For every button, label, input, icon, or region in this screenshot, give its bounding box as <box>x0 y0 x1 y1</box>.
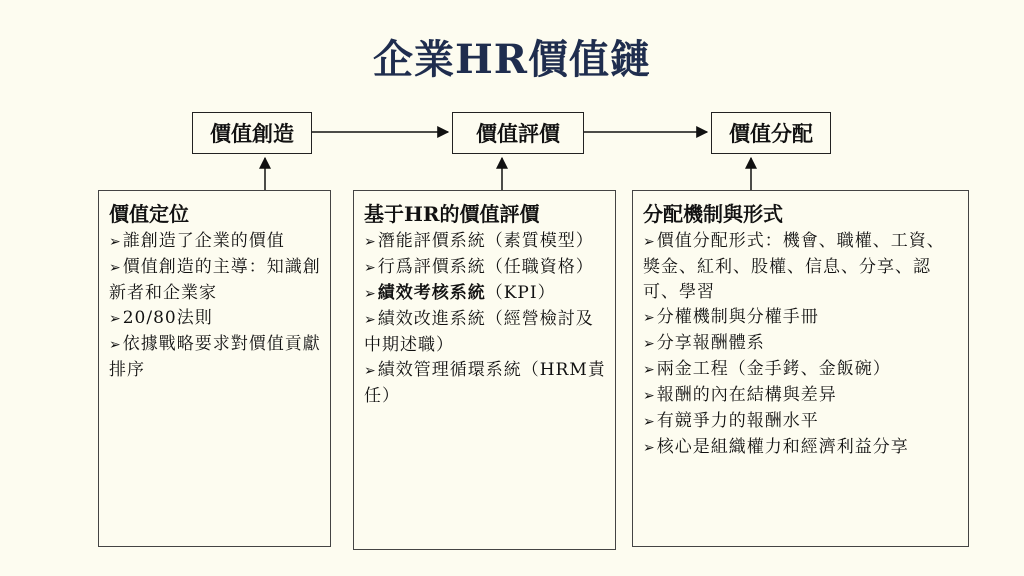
arrow-bullet-icon: ➢ <box>109 311 122 327</box>
item-text: 潛能評價系統（素質模型） <box>377 231 594 251</box>
panel-value-positioning <box>98 190 331 547</box>
item-text: 依據戰略要求對價值貢獻排序 <box>109 334 321 380</box>
arrow-bullet-icon: ➢ <box>643 388 656 404</box>
item-text: 報酬的內在結構與差异 <box>656 385 837 405</box>
bullet-list <box>109 229 322 383</box>
arrow-bullet-icon: ➢ <box>643 440 656 456</box>
item-text: 核心是組織權力和經濟利益分享 <box>656 437 909 457</box>
list-item <box>643 409 960 435</box>
item-text: 價值分配形式：機會、職權、工資、獎金、紅利、股權、信息、分享、認可、學習 <box>643 231 945 302</box>
list-item <box>109 229 322 255</box>
arrow-bullet-icon: ➢ <box>364 286 377 302</box>
arrow-bullet-icon: ➢ <box>109 260 122 276</box>
arrow-bullet-icon: ➢ <box>643 336 656 352</box>
arrow-bullet-icon: ➢ <box>643 362 656 378</box>
panel-distribution-mechanism <box>632 190 969 547</box>
arrow-bullet-icon: ➢ <box>364 234 377 250</box>
list-item <box>364 255 607 281</box>
stage-box-value-evaluation: 價值評價 <box>452 112 584 154</box>
item-text: 分享報酬體系 <box>656 333 765 353</box>
list-item <box>643 435 960 461</box>
list-item <box>364 358 607 409</box>
arrow-bullet-icon: ➢ <box>364 260 377 276</box>
panel-heading: 價值定位 <box>109 202 189 226</box>
item-text: （KPI） <box>485 283 556 303</box>
list-item <box>643 305 960 331</box>
list-item <box>643 331 960 357</box>
list-item <box>643 357 960 383</box>
stage-box-value-distribution: 價值分配 <box>711 112 831 154</box>
panel-hr-based-evaluation <box>353 190 616 550</box>
arrow-bullet-icon: ➢ <box>643 234 656 250</box>
item-text: 兩金工程（金手銬、金飯碗） <box>656 359 891 379</box>
panel-heading: 分配機制與形式 <box>643 202 783 226</box>
item-text: 誰創造了企業的價值 <box>122 231 285 251</box>
item-text: 價值創造的主導：知識創新者和企業家 <box>109 257 321 303</box>
list-item <box>109 255 322 306</box>
arrow-bullet-icon: ➢ <box>364 312 377 328</box>
item-text: 行爲評價系統（任職資格） <box>377 257 594 277</box>
list-item <box>109 306 322 332</box>
list-item <box>109 332 322 383</box>
arrow-bullet-icon: ➢ <box>643 310 656 326</box>
arrow-bullet-icon: ➢ <box>643 414 656 430</box>
list-item <box>643 383 960 409</box>
item-text: 20/80法則 <box>122 308 213 328</box>
bullet-list <box>643 229 960 461</box>
arrow-bullet-icon: ➢ <box>109 234 122 250</box>
item-text: 分權機制與分權手冊 <box>656 307 819 327</box>
bullet-list <box>364 229 607 409</box>
stage-box-value-creation: 價值創造 <box>192 112 312 154</box>
item-text: 有競爭力的報酬水平 <box>656 411 819 431</box>
item-text: 績效管理循環系統（HRM責任） <box>364 360 606 406</box>
arrow-bullet-icon: ➢ <box>109 337 122 353</box>
page-title: 企業HR價值鏈 <box>372 36 652 83</box>
list-item <box>364 281 607 307</box>
item-text: 績效改進系統（經營檢討及中期述職） <box>364 309 594 355</box>
list-item <box>643 229 960 305</box>
panel-heading: 基于HR的價值評價 <box>364 202 540 226</box>
list-item <box>364 307 607 358</box>
arrow-bullet-icon: ➢ <box>364 363 377 379</box>
item-emphasis: 績效考核系統 <box>377 283 486 303</box>
list-item <box>364 229 607 255</box>
